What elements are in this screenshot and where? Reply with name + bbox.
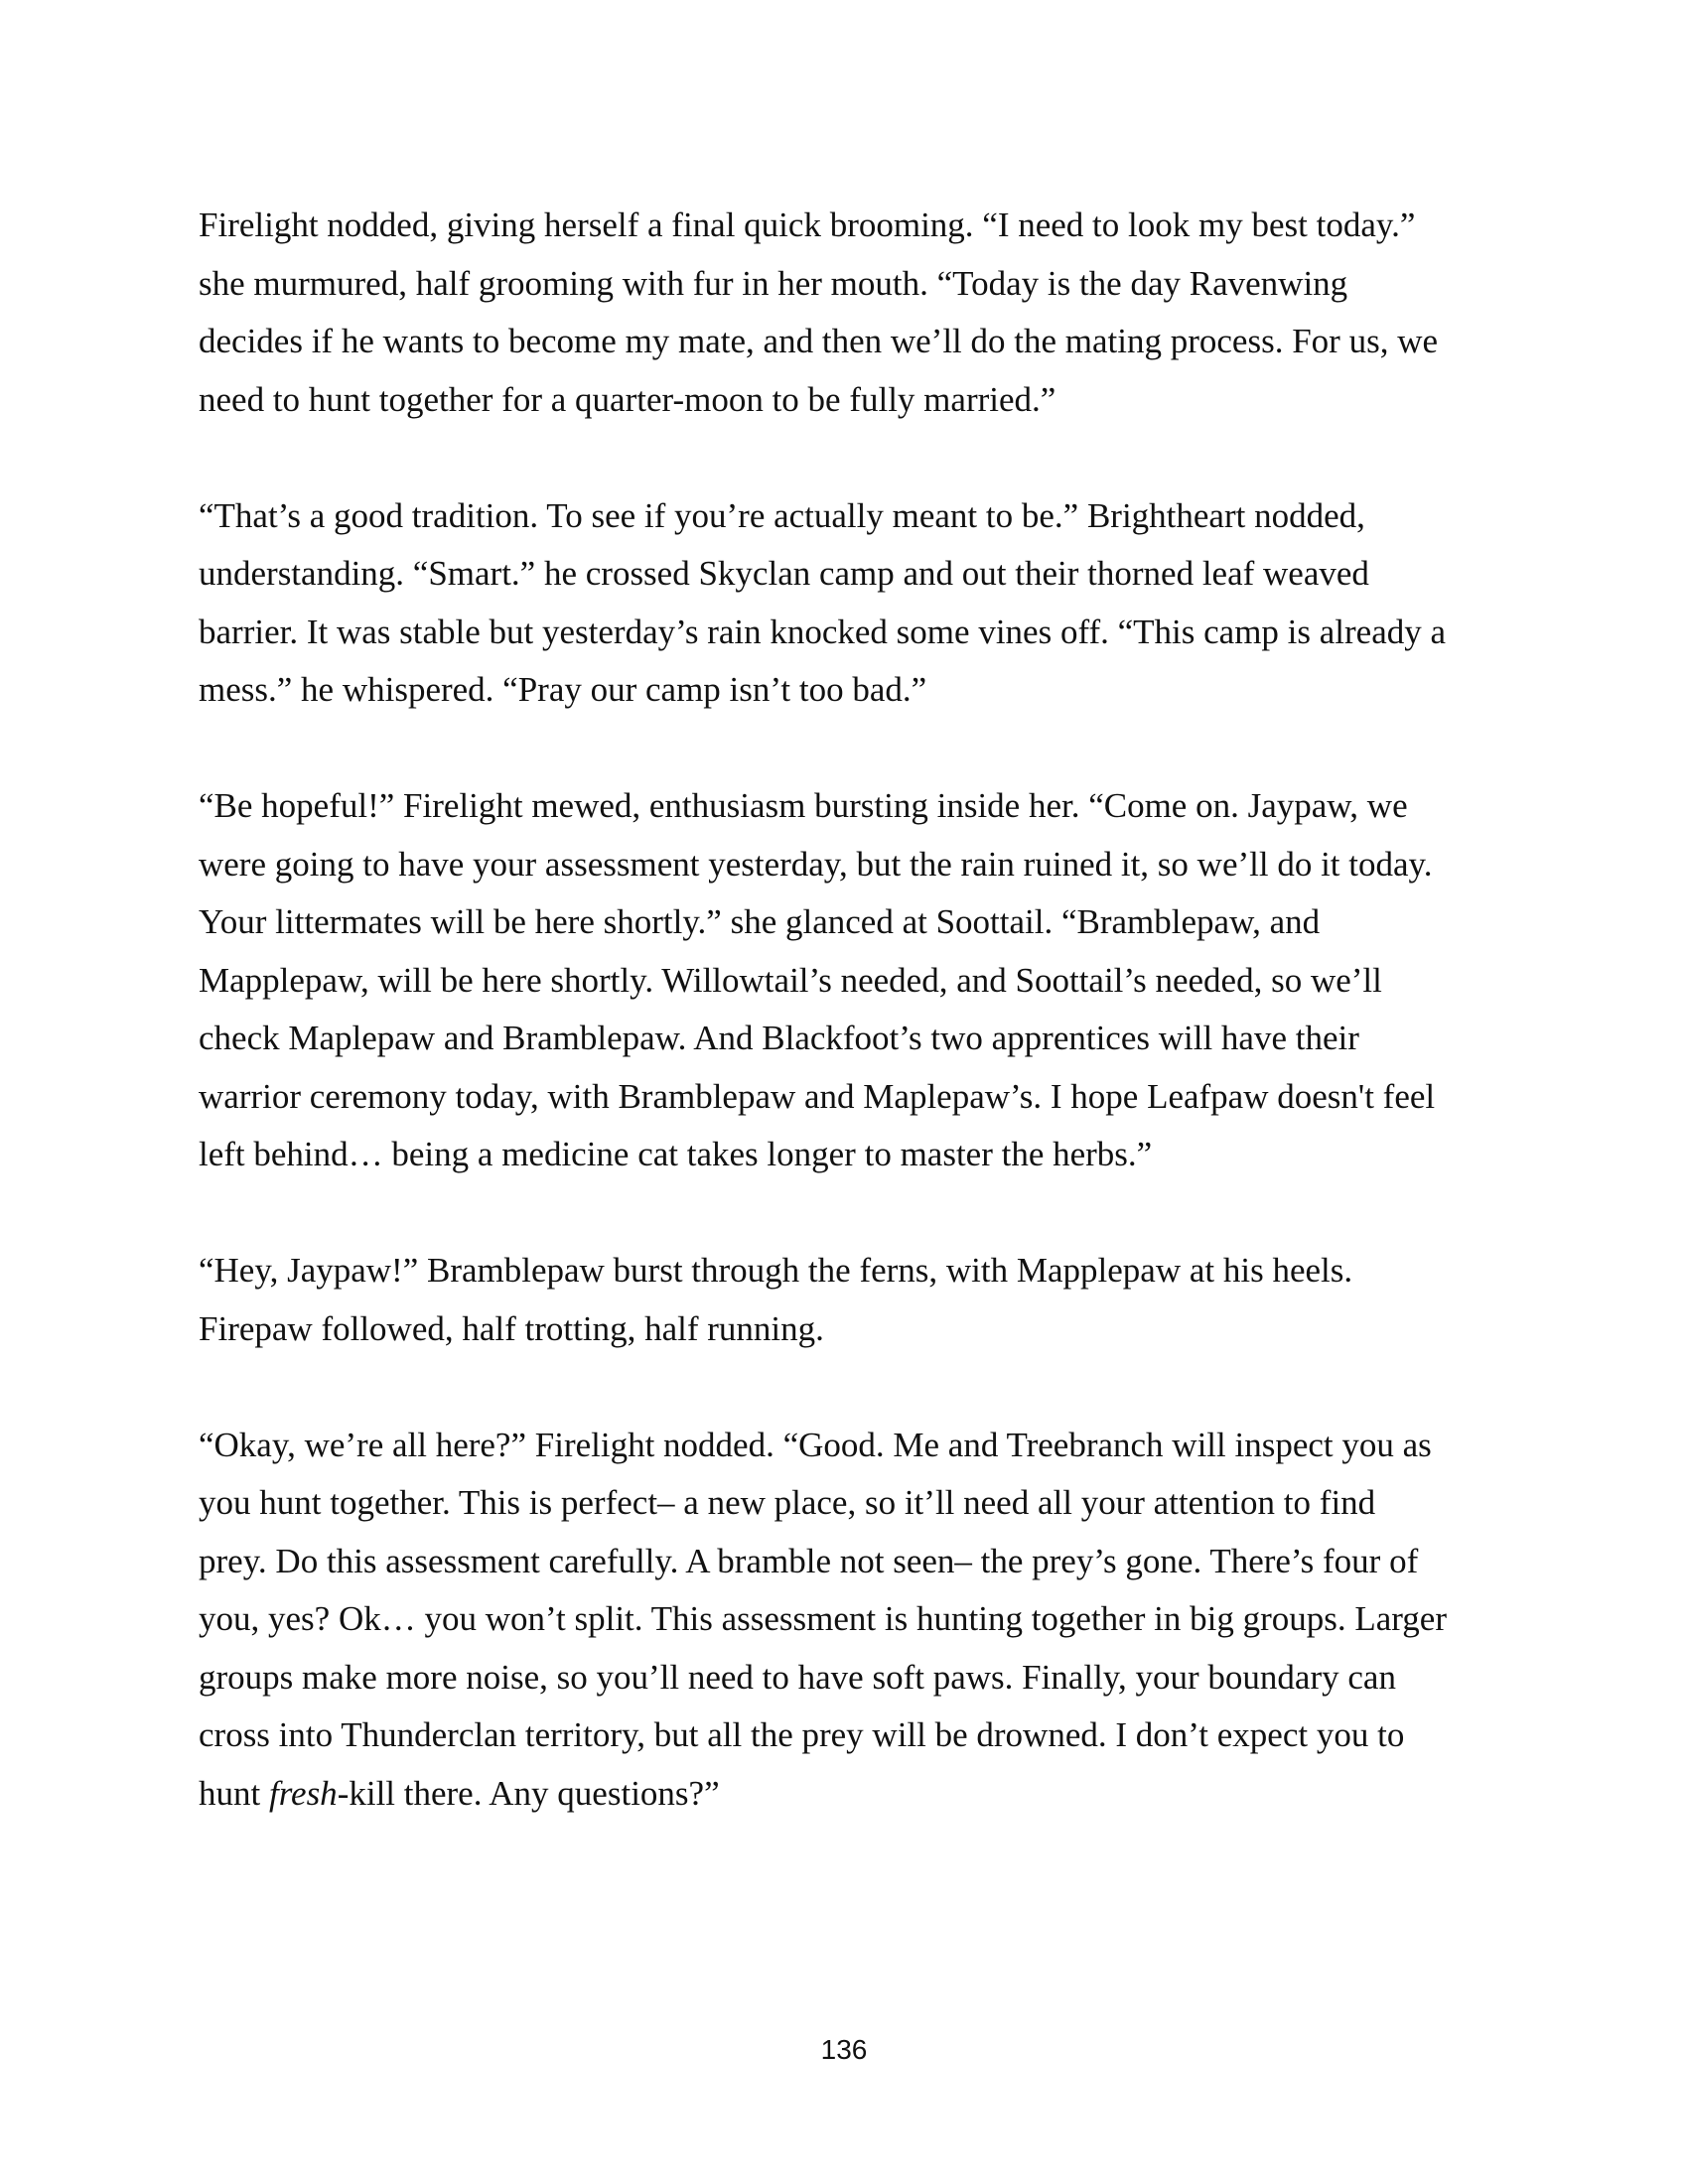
text-line: cross into Thunderclan territory, but all the prey will be drowned. I don’t expect you to <box>199 1715 1405 1754</box>
text-line: left behind… being a medicine cat takes longer to master the herbs.” <box>199 1135 1153 1173</box>
text-line: understanding. “Smart.” he crossed Skyclan camp and out their thorned leaf weaved <box>199 554 1369 593</box>
text-line: were going to have your assessment yesterday, but the rain ruined it, so we’ll do it today. <box>199 844 1433 884</box>
text-line: “Be hopeful!” Firelight mewed, enthusiasm bursting inside her. “Come on. Jaypaw, we <box>199 786 1408 825</box>
text-line: check Maplepaw and Bramblepaw. And Blackfoot’s two apprentices will have their <box>199 1019 1359 1057</box>
text-line: prey. Do this assessment carefully. A bramble not seen– the prey’s gone. There’s four of <box>199 1541 1419 1580</box>
text-line: Mapplepaw, will be here shortly. Willowtail’s needed, and Soottail’s needed, so we’ll <box>199 960 1382 1000</box>
text-line: she murmured, half grooming with fur in her mouth. “Today is the day Ravenwing <box>199 263 1348 303</box>
text-line: “That’s a good tradition. To see if you’re actually meant to be.” Brightheart nodded, <box>199 495 1365 535</box>
text-line: Firepaw followed, half trotting, half running. <box>199 1308 824 1348</box>
text-segment: -kill there. Any questions?” <box>337 1773 720 1813</box>
text-line-last <box>199 1765 1489 1824</box>
paragraph-2 <box>199 487 1489 720</box>
text-line: you, yes? Ok… you won’t split. This assessment is hunting together in big groups. Larger <box>199 1599 1447 1638</box>
paragraph-1 <box>199 197 1489 429</box>
body-text <box>199 197 1489 1881</box>
text-line: decides if he wants to become my mate, and then we’ll do the mating process. For us, we <box>199 322 1439 360</box>
text-line: “Hey, Jaypaw!” Bramblepaw burst through the ferns, with Mapplepaw at his heels. <box>199 1251 1353 1290</box>
text-line: Firelight nodded, giving herself a final quick brooming. “I need to look my best today.” <box>199 205 1416 244</box>
text-line: groups make more noise, so you’ll need to have soft paws. Finally, your boundary can <box>199 1657 1396 1697</box>
text-line: “Okay, we’re all here?” Firelight nodded. “Good. Me and Treebranch will inspect you as <box>199 1425 1432 1464</box>
italic-word: fresh <box>268 1773 338 1813</box>
text-line: warrior ceremony today, with Bramblepaw and Maplepaw’s. I hope Leafpaw doesn't feel <box>199 1076 1436 1116</box>
text-line: need to hunt together for a quarter-moon to be fully married.” <box>199 379 1056 419</box>
paragraph-3 <box>199 777 1489 1184</box>
text-line: you hunt together. This is perfect– a new place, so it’ll need all your attention to find <box>199 1483 1376 1522</box>
text-line: barrier. It was stable but yesterday’s rain knocked some vines off. “This camp is already a <box>199 612 1447 651</box>
text-line: mess.” he whispered. “Pray our camp isn’t too bad.” <box>199 670 927 709</box>
page-number: 136 <box>820 2034 868 2065</box>
paragraph-4 <box>199 1242 1489 1358</box>
text-line: Your littermates will be here shortly.” she glanced at Soottail. “Bramblepaw, and <box>199 902 1321 941</box>
text-segment: hunt <box>199 1773 269 1813</box>
paragraph-5 <box>199 1417 1489 1824</box>
